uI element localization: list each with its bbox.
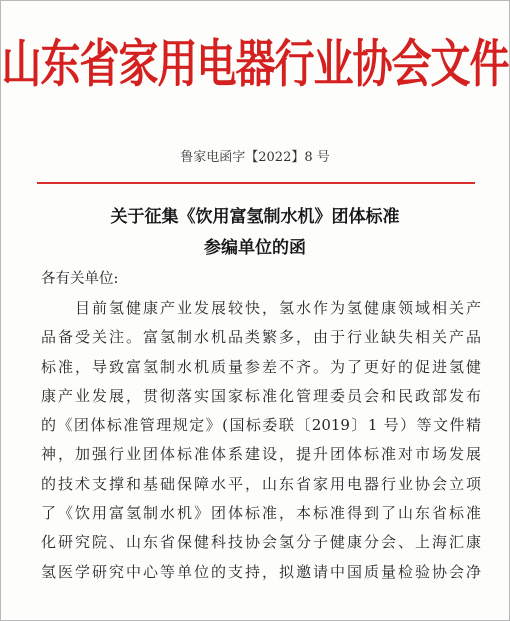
body-line: 神，加强行业团体标准体系建设，提升团体标准对市场发展	[41, 445, 481, 464]
body-paragraph	[41, 294, 481, 587]
body-line: 了《饮用富氢制水机》团体标准，本标准得到了山东省标准	[41, 504, 481, 523]
body-line: 化研究院、山东省保健科技协会氢分子健康分会、上海汇康	[41, 533, 481, 552]
body-line: 品备受关注。富氢制水机品类繁多，由于行业缺失相关产品	[41, 328, 481, 347]
subject-title-line-1: 关于征集《饮用富氢制水机》团体标准	[110, 207, 400, 227]
body-line: 氢医学研究中心等单位的支持，拟邀请中国质量检验协会净	[41, 562, 481, 581]
subject-title-line-2: 参编单位的函	[204, 238, 306, 258]
letterhead-title: 山东省家用电器行业协会文件	[1, 35, 509, 95]
red-divider-line	[37, 182, 475, 184]
body-line: 康产业发展，贯彻落实国家标准化管理委员会和民政部发布	[41, 386, 481, 405]
document-number: 鲁家电函字【2022】8 号	[180, 150, 330, 165]
salutation: 各有关单位:	[41, 271, 119, 287]
body-line: 目前氢健康产业发展较快，氢水作为氢健康领域相关产	[41, 299, 481, 317]
body-line: 标准，导致富氢制水机质量参差不齐。为了更好的促进氢健	[41, 357, 481, 376]
body-line: 的技术支撑和基础保障水平，山东省家用电器行业协会立项	[41, 474, 481, 493]
body-line: 的《团体标准管理规定》(国标委联〔2019〕1 号）等文件精	[41, 416, 481, 435]
